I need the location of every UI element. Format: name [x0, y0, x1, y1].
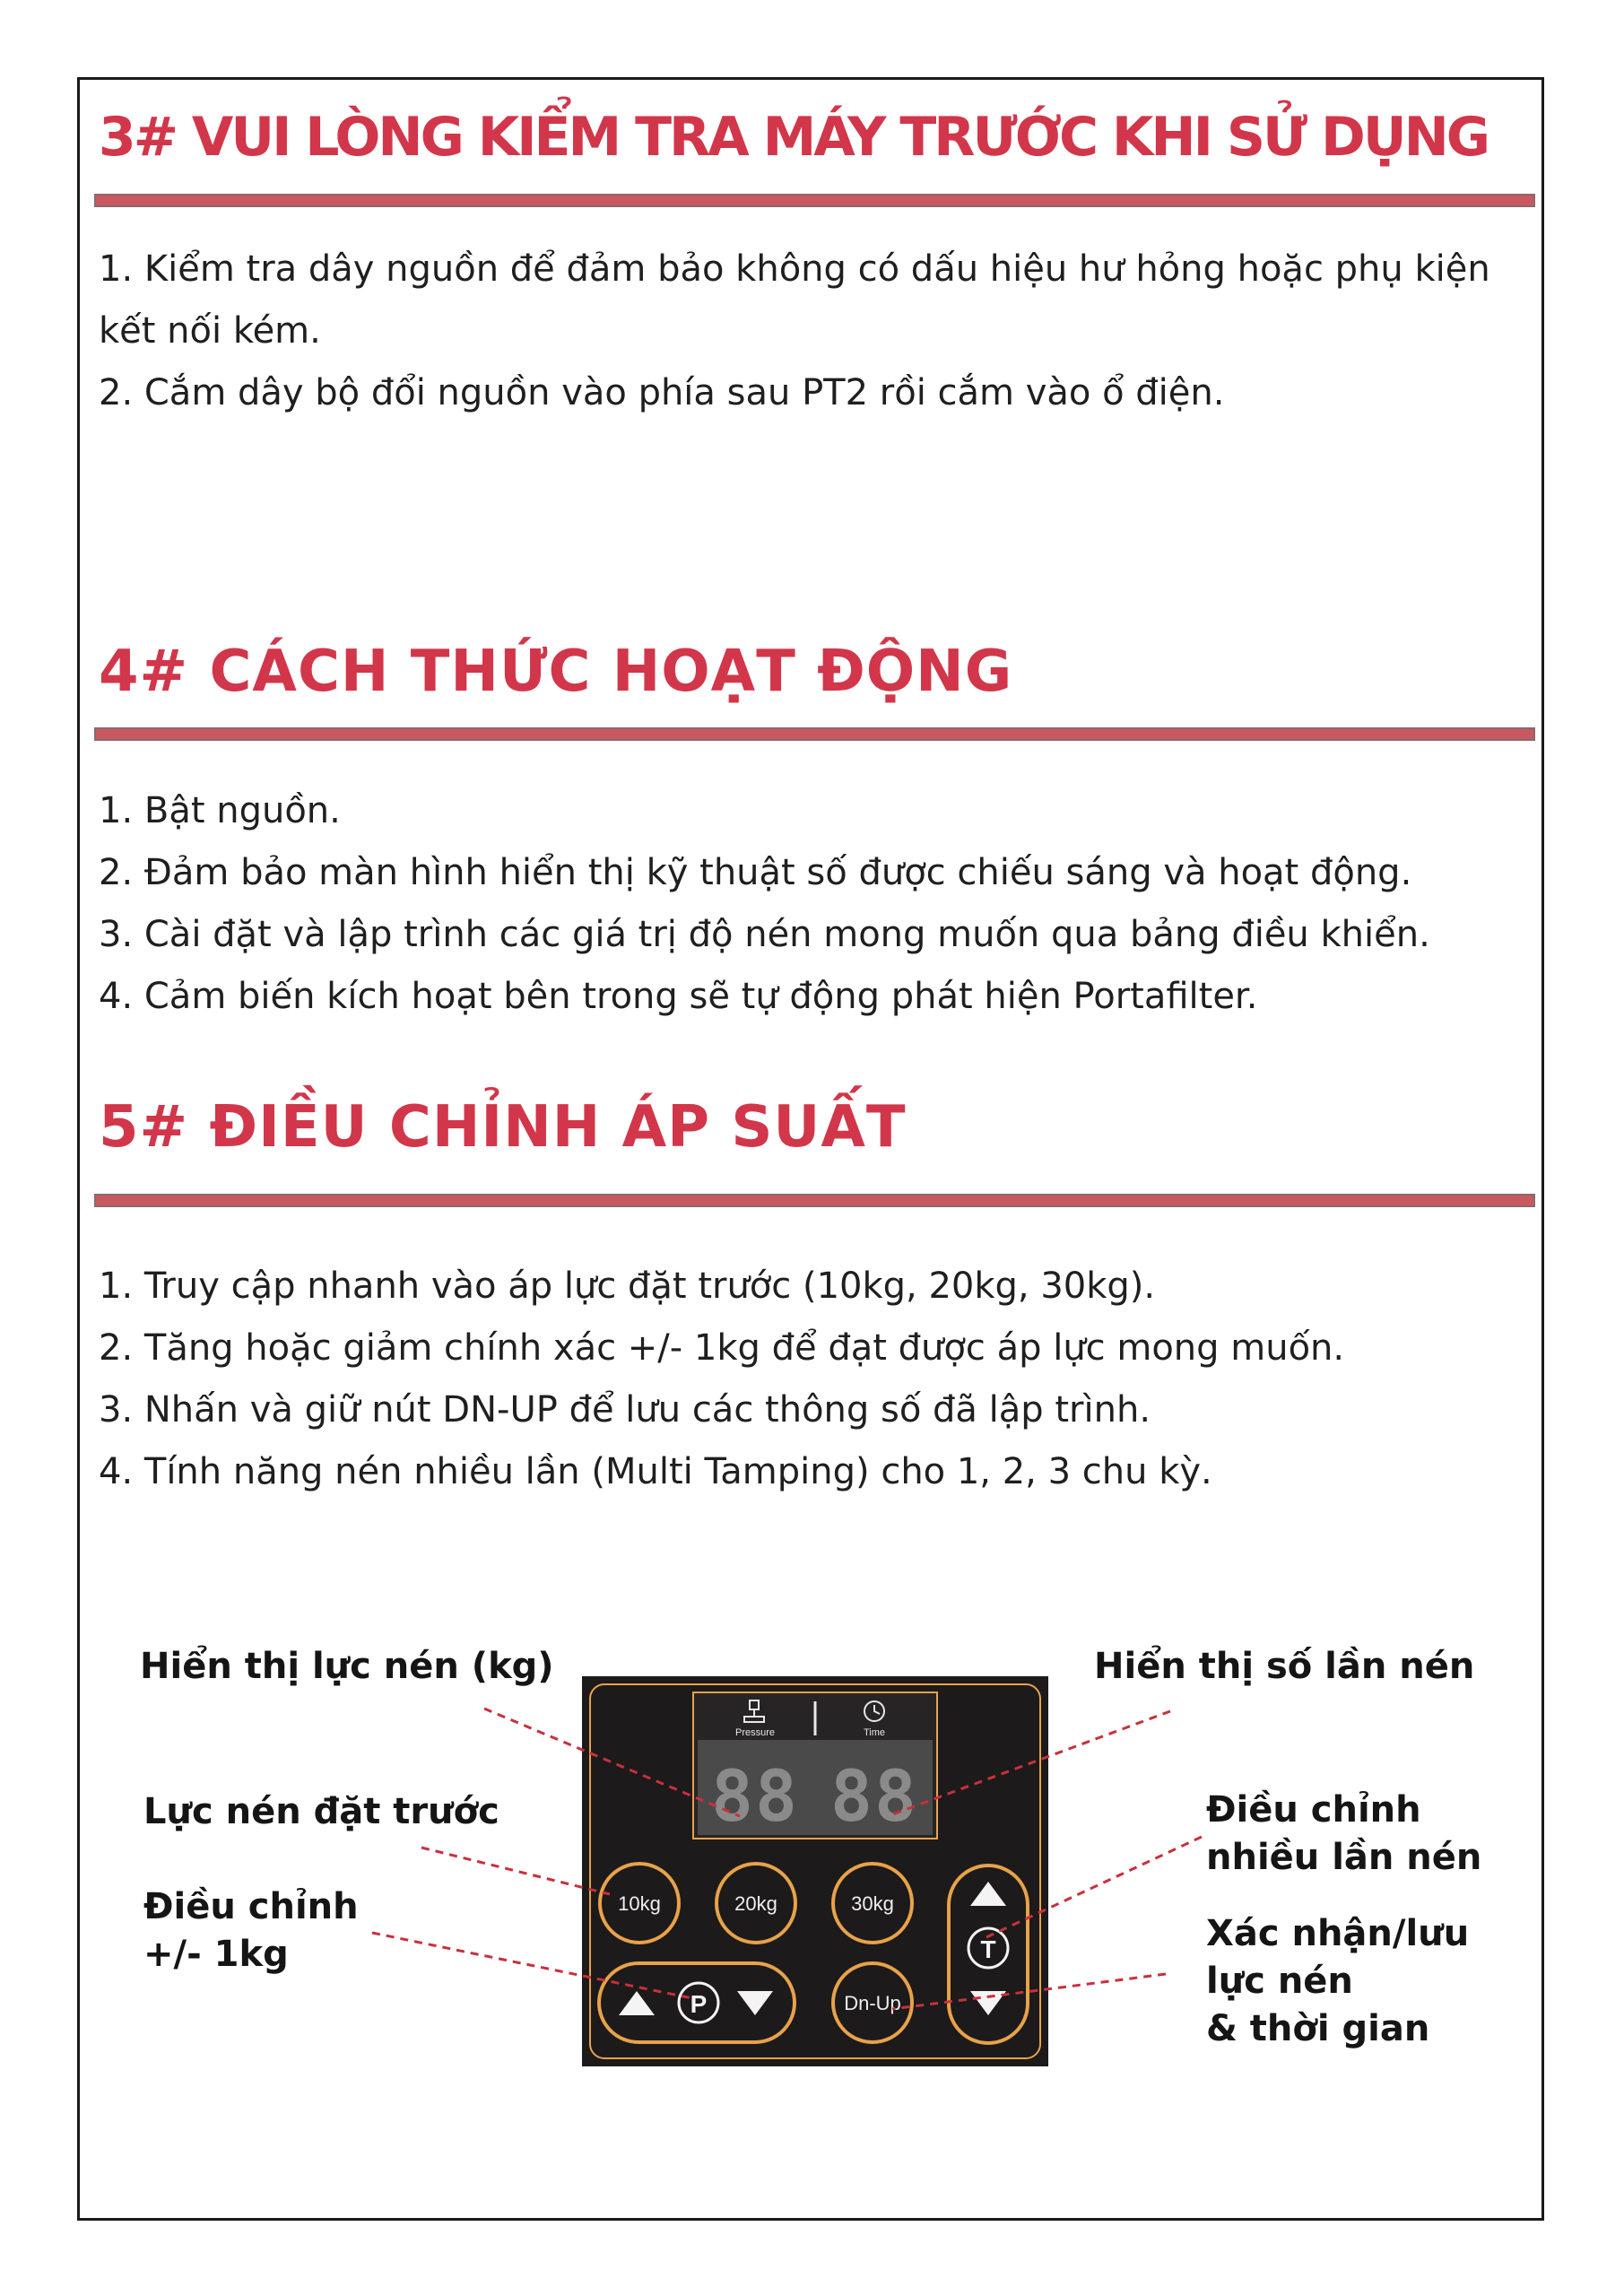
section5-item-2: 2. Tăng hoặc giảm chính xác +/- 1kg để đạt được áp lực mong muốn.: [99, 1327, 1345, 1369]
p-button-label: P: [690, 1990, 708, 2018]
section3-title: 3# VUI LÒNG KIỂM TRA MÁY TRƯỚC KHI SỬ DỤNG: [99, 106, 1489, 169]
section3-item-1: 1. Kiểm tra dây nguồn để đảm bảo không có dấu hiệu hư hỏng hoặc phụ kiện kết nối kém.: [99, 248, 1490, 352]
section5-item-3: 3. Nhấn và giữ nút DN-UP để lưu các thông số đã lập trình.: [99, 1389, 1151, 1431]
pressure-label: Pressure: [734, 1727, 776, 1738]
time-adjust-button[interactable]: [949, 1866, 1028, 2043]
section3-item-2: 2. Cắm dây bộ đổi nguồn vào phía sau PT2 rồi cắm vào ổ điện.: [99, 372, 1225, 413]
dn-up-label: Dn-Up: [844, 1992, 901, 2014]
preset-30kg-label: 30kg: [851, 1892, 894, 1915]
callout-adjust-1kg-line1: Điều chỉnh: [143, 1886, 359, 1927]
section4-title: 4# CÁCH THỨC HOẠT ĐỘNG: [99, 639, 1013, 705]
pressure-adjust-button[interactable]: [599, 1963, 795, 2042]
section5-item-1: 1. Truy cập nhanh vào áp lực đặt trước (10kg, 20kg, 30kg).: [99, 1265, 1156, 1307]
section4-item-4: 4. Cảm biến kích hoạt bên trong sẽ tự động phát hiện Portafilter.: [99, 976, 1258, 1017]
preset-20kg-button[interactable]: [716, 1864, 795, 1943]
preset-30kg-button[interactable]: [833, 1864, 912, 1943]
time-label: Time: [863, 1727, 886, 1738]
time-digits: 88: [830, 1757, 918, 1838]
callout-preset-force-text: Lực nén đặt trước: [143, 1791, 499, 1832]
section5-item-4: 4. Tính năng nén nhiều lần (Multi Tamping) cho 1, 2, 3 chu kỳ.: [99, 1451, 1212, 1492]
callout-confirm-save-line1: Xác nhận/lưu: [1206, 1913, 1470, 1954]
dn-up-button[interactable]: [833, 1963, 912, 2042]
callout-pressure-display-text: Hiển thị lực nén (kg): [140, 1646, 554, 1687]
callout-adjust-1kg: [143, 1883, 359, 1979]
callout-adjust-multi-line1: Điều chỉnh: [1206, 1789, 1421, 1831]
section4-item-2: 2. Đảm bảo màn hình hiển thị kỹ thuật số được chiếu sáng và hoạt động.: [99, 852, 1412, 893]
callout-adjust-multi: [1206, 1787, 1481, 1882]
section4-item-1: 1. Bật nguồn.: [99, 790, 341, 831]
callout-count-display-text: Hiển thị số lần nén: [1094, 1646, 1475, 1687]
t-button-label: T: [980, 1935, 996, 1963]
callout-pressure-display: [140, 1643, 554, 1691]
callout-confirm-save: [1206, 1910, 1469, 2053]
callout-count-display: [1094, 1643, 1474, 1691]
pressure-digits: 88: [711, 1757, 799, 1838]
callout-preset-force: [143, 1788, 499, 1836]
callout-adjust-1kg-line2: +/- 1kg: [143, 1934, 289, 1975]
preset-20kg-label: 20kg: [734, 1892, 777, 1915]
preset-10kg-button[interactable]: [600, 1864, 679, 1943]
callout-adjust-multi-line2: nhiều lần nén: [1206, 1837, 1482, 1878]
callout-confirm-save-line2: lực nén: [1206, 1961, 1353, 2002]
section4-item-3: 3. Cài đặt và lập trình các giá trị độ nén mong muốn qua bảng điều khiển.: [99, 914, 1430, 955]
preset-10kg-label: 10kg: [618, 1892, 661, 1915]
section5-title: 5# ĐIỀU CHỈNH ÁP SUẤT: [99, 1094, 907, 1161]
callout-confirm-save-line3: & thời gian: [1206, 2008, 1430, 2049]
